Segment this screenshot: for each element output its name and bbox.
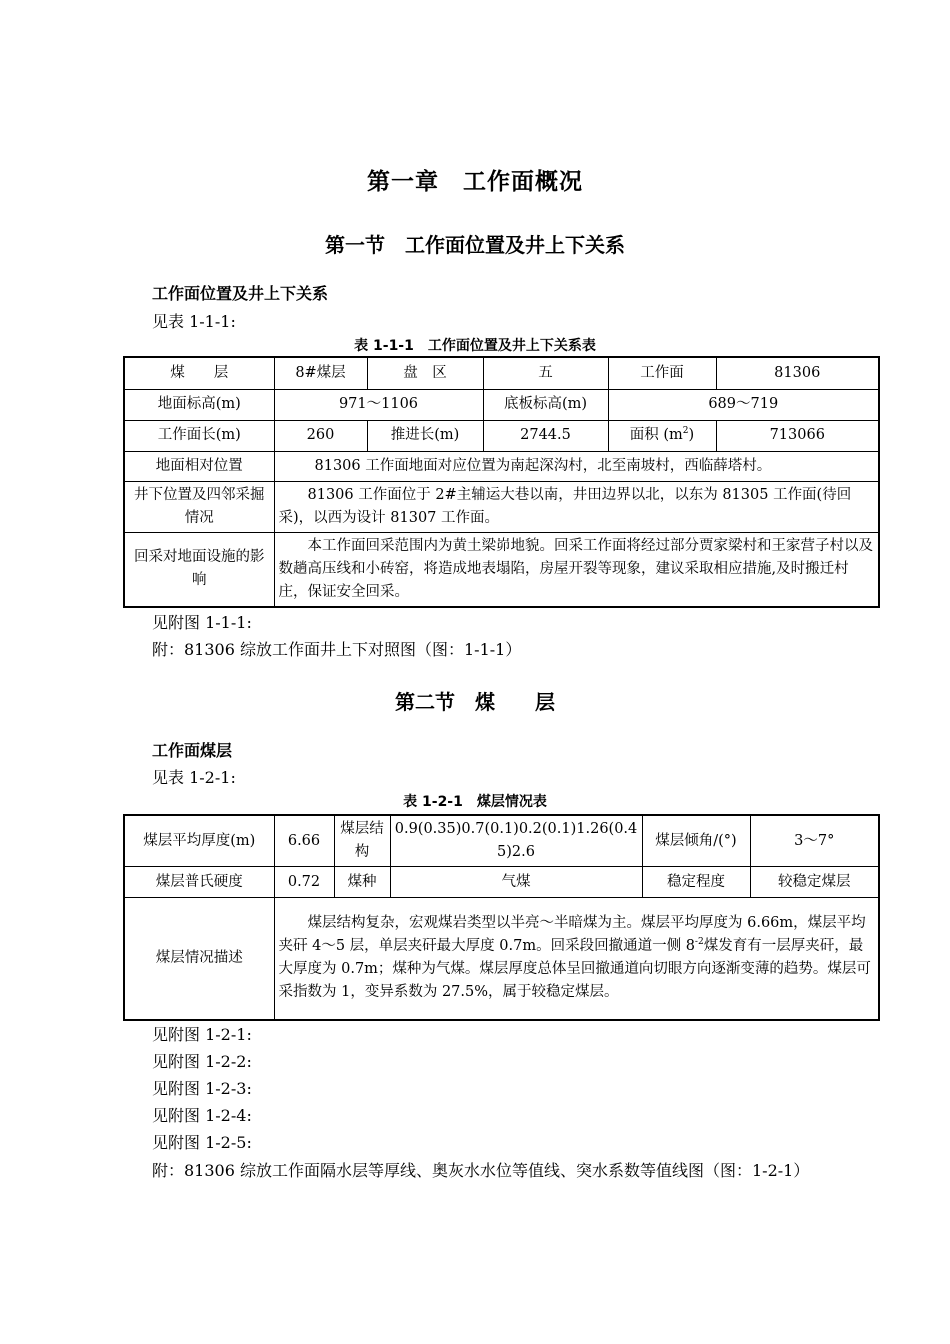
table-cell: 地面相对位置 xyxy=(124,451,274,481)
table-cell: 较稳定煤层 xyxy=(750,867,879,898)
table-row xyxy=(124,451,879,481)
table-cell: 2744.5 xyxy=(483,420,608,451)
table-cell: 81306 工作面地面对应位置为南起深沟村，北至南坡村，西临薛塔村。 xyxy=(274,451,879,481)
table-cell: 煤层普氏硬度 xyxy=(124,867,274,898)
table-cell: 6.66 xyxy=(274,815,334,867)
table-1-2-1 xyxy=(123,814,880,1021)
table-row xyxy=(124,532,879,607)
table-cell: 底板标高(m) xyxy=(483,389,608,420)
table-1-1-1-caption: 表 1-1-1 工作面位置及井上下关系表 xyxy=(354,338,596,354)
table-cell xyxy=(608,420,716,451)
chapter-title: 第一章 工作面概况 xyxy=(367,169,583,195)
coal-description-part-1: 煤层结构复杂，宏观煤岩类型以半亮～半暗煤为主。煤层平均厚度为 6.66m，煤层平均夹矸 4～5 层，单层夹矸最大厚度 0.7m。回采段回撤通道一侧 8 xyxy=(278,915,866,955)
see-table-1-2-1: 见表 1-2-1: xyxy=(152,768,236,787)
table-cell: 81306 xyxy=(716,357,879,389)
table-row xyxy=(124,867,879,898)
table-cell: 煤层结构 xyxy=(334,815,390,867)
coal-description-part-2: 煤发育有一层厚夹矸，最大厚度为 0.7m；煤种为气煤。煤层厚度总体呈回撤通道向切眼方向逐渐变薄的趋势。煤层可采指数为 1，变异系数为 27.5%，属于较稳定煤层。 xyxy=(278,938,871,1001)
table-cell xyxy=(274,898,879,1020)
attachment-1-1-1: 附：81306 综放工作面井上下对照图（图：1-1-1） xyxy=(152,640,522,659)
see-figure-1-2-5: 见附图 1-2-5: xyxy=(152,1133,252,1152)
area-label-close: ) xyxy=(688,427,695,443)
table-cell: 工作面长(m) xyxy=(124,420,274,451)
table-cell: 煤层情况描述 xyxy=(124,898,274,1020)
section-2-title: 第二节 煤 层 xyxy=(395,690,555,714)
table-1-2-1-caption: 表 1-2-1 煤层情况表 xyxy=(403,794,547,810)
table-cell: 煤种 xyxy=(334,867,390,898)
section-1-title: 第一节 工作面位置及井上下关系 xyxy=(325,233,625,257)
attachment-1-2-1: 附：81306 综放工作面隔水层等厚线、奥灰水水位等值线、突水系数等值线图（图：1-2-1） xyxy=(152,1161,810,1180)
table-cell: 713066 xyxy=(716,420,879,451)
table-cell: 稳定程度 xyxy=(642,867,750,898)
table-cell: 气煤 xyxy=(390,867,642,898)
see-figure-1-2-3: 见附图 1-2-3: xyxy=(152,1079,252,1098)
table-cell: 工作面 xyxy=(608,357,716,389)
see-figure-1-2-2: 见附图 1-2-2: xyxy=(152,1052,252,1071)
table-cell: 煤 层 xyxy=(124,357,274,389)
see-figure-1-2-4: 见附图 1-2-4: xyxy=(152,1106,252,1125)
area-unit-superscript: 2 xyxy=(682,426,689,437)
table-cell: 81306 工作面位于 2#主辅运大巷以南，井田边界以北，以东为 81305 工作面(待回采)，以西为设计 81307 工作面。 xyxy=(274,481,879,532)
table-row xyxy=(124,481,879,532)
table-cell: 3～7° xyxy=(750,815,879,867)
table-row xyxy=(124,389,879,420)
table-row xyxy=(124,420,879,451)
see-figure-1-2-1: 见附图 1-2-1: xyxy=(152,1025,252,1044)
see-figure-1-1-1: 见附图 1-1-1: xyxy=(152,613,252,632)
section-1-subhead: 工作面位置及井上下关系 xyxy=(152,284,329,303)
table-cell: 井下位置及四邻采掘情况 xyxy=(124,481,274,532)
table-cell: 260 xyxy=(274,420,367,451)
table-cell: 689～719 xyxy=(608,389,879,420)
area-label: 面积 (m xyxy=(629,427,683,443)
table-cell: 推进长(m) xyxy=(367,420,483,451)
table-cell: 0.72 xyxy=(274,867,334,898)
section-2-subhead: 工作面煤层 xyxy=(152,741,233,760)
see-table-1-1-1: 见表 1-1-1: xyxy=(152,312,236,331)
table-row xyxy=(124,357,879,389)
table-cell: 五 xyxy=(483,357,608,389)
table-cell: 煤层倾角/(°) xyxy=(642,815,750,867)
table-cell: 回采对地面设施的影响 xyxy=(124,532,274,607)
table-1-1-1 xyxy=(123,356,880,608)
table-row xyxy=(124,815,879,867)
table-cell: 地面标高(m) xyxy=(124,389,274,420)
table-cell: 971～1106 xyxy=(274,389,483,420)
table-cell: 0.9(0.35)0.7(0.1)0.2(0.1)1.26(0.45)2.6 xyxy=(390,815,642,867)
table-cell: 本工作面回采范围内为黄土梁峁地貌。回采工作面将经过部分贾家梁村和王家营子村以及数趟高压线和小砖窑，将造成地表塌陷，房屋开裂等现象，建议采取相应措施,及时搬迁村庄，保证安全回采。 xyxy=(274,532,879,607)
table-cell: 盘 区 xyxy=(367,357,483,389)
coal-seam-superscript: -2 xyxy=(694,937,704,948)
table-cell: 8#煤层 xyxy=(274,357,367,389)
table-row xyxy=(124,898,879,1020)
table-cell: 煤层平均厚度(m) xyxy=(124,815,274,867)
